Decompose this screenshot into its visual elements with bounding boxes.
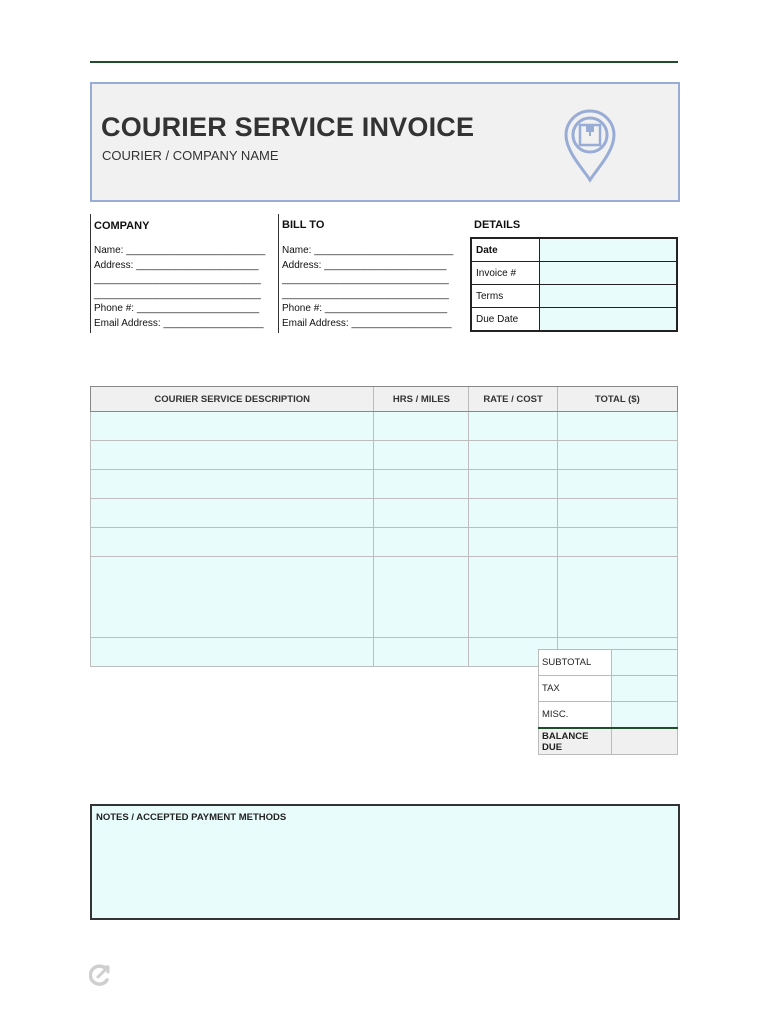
details-label: Due Date bbox=[471, 308, 540, 332]
subtotal-field[interactable] bbox=[611, 650, 677, 676]
hrs-miles-cell[interactable] bbox=[374, 499, 469, 528]
terms-field[interactable] bbox=[540, 285, 677, 308]
total-cell[interactable] bbox=[557, 470, 677, 499]
top-rule bbox=[90, 61, 678, 63]
map-pin-package-icon bbox=[562, 106, 618, 189]
totals-table bbox=[538, 649, 678, 755]
table-row bbox=[91, 528, 678, 557]
misc-field[interactable] bbox=[611, 702, 677, 729]
bill-to-address-line[interactable]: Address: ______________________ bbox=[282, 259, 447, 271]
company-heading: COMPANY bbox=[94, 220, 150, 232]
items-header-row bbox=[91, 387, 678, 412]
company-address-line[interactable]: Address: ______________________ bbox=[94, 259, 259, 271]
total-cell[interactable] bbox=[557, 557, 677, 638]
table-row bbox=[91, 412, 678, 441]
due-date-field[interactable] bbox=[540, 308, 677, 332]
hrs-miles-cell[interactable] bbox=[374, 441, 469, 470]
invoice-header bbox=[90, 82, 680, 202]
date-field[interactable] bbox=[540, 238, 677, 262]
bill-to-address-line-2[interactable]: ______________________________ bbox=[282, 274, 449, 285]
details-label: Terms bbox=[471, 285, 540, 308]
description-cell[interactable] bbox=[91, 528, 374, 557]
rate-cost-cell[interactable] bbox=[469, 470, 557, 499]
bill-to-heading: BILL TO bbox=[282, 219, 325, 231]
company-block bbox=[94, 244, 265, 331]
details-heading: DETAILS bbox=[474, 219, 521, 231]
total-cell[interactable] bbox=[557, 441, 677, 470]
rate-cost-cell[interactable] bbox=[469, 441, 557, 470]
details-row-invoice bbox=[471, 262, 677, 285]
notes-label: NOTES / ACCEPTED PAYMENT METHODS bbox=[96, 812, 287, 823]
rate-cost-cell[interactable] bbox=[469, 499, 557, 528]
details-label: Invoice # bbox=[471, 262, 540, 285]
company-phone-line[interactable]: Phone #: ______________________ bbox=[94, 303, 260, 314]
table-row bbox=[91, 499, 678, 528]
table-row bbox=[91, 441, 678, 470]
balance-due-row bbox=[539, 728, 678, 755]
rate-cost-cell[interactable] bbox=[469, 412, 557, 441]
description-cell[interactable] bbox=[91, 441, 374, 470]
rate-cost-cell[interactable] bbox=[469, 528, 557, 557]
details-row-due-date bbox=[471, 308, 677, 332]
total-cell[interactable] bbox=[557, 528, 677, 557]
company-name: COURIER / COMPANY NAME bbox=[102, 148, 279, 163]
description-cell[interactable] bbox=[91, 499, 374, 528]
invoice-title: COURIER SERVICE INVOICE bbox=[101, 112, 475, 142]
balance-due-label: BALANCE DUE bbox=[539, 728, 612, 755]
tax-row bbox=[539, 676, 678, 702]
misc-label: MISC. bbox=[539, 702, 612, 729]
bill-to-name-line[interactable]: Name: _________________________ bbox=[282, 245, 454, 256]
subtotal-row bbox=[539, 650, 678, 676]
subtotal-label: SUBTOTAL bbox=[539, 650, 612, 676]
hrs-miles-cell[interactable] bbox=[374, 638, 469, 667]
company-email-line[interactable]: Email Address: __________________ bbox=[94, 317, 264, 329]
details-row-terms bbox=[471, 285, 677, 308]
details-table bbox=[470, 237, 678, 332]
company-name-line[interactable]: Name: _________________________ bbox=[94, 245, 266, 256]
hrs-miles-cell[interactable] bbox=[374, 528, 469, 557]
invoice-number-field[interactable] bbox=[540, 262, 677, 285]
balance-due-field[interactable] bbox=[611, 728, 677, 755]
tax-field[interactable] bbox=[611, 676, 677, 702]
company-address-line-3[interactable]: ______________________________ bbox=[94, 288, 261, 300]
bill-to-divider bbox=[278, 214, 279, 333]
company-address-line-2[interactable]: ______________________________ bbox=[94, 274, 261, 285]
hrs-miles-cell[interactable] bbox=[374, 470, 469, 499]
bill-to-email-line[interactable]: Email Address: __________________ bbox=[282, 317, 452, 329]
description-cell[interactable] bbox=[91, 557, 374, 638]
description-cell[interactable] bbox=[91, 638, 374, 667]
description-cell[interactable] bbox=[91, 470, 374, 499]
total-cell[interactable] bbox=[557, 499, 677, 528]
col-total-header: TOTAL ($) bbox=[557, 387, 677, 412]
rate-cost-cell[interactable] bbox=[469, 557, 557, 638]
bill-to-phone-line[interactable]: Phone #: ______________________ bbox=[282, 303, 448, 314]
notes-box[interactable] bbox=[90, 804, 680, 920]
col-description-header: COURIER SERVICE DESCRIPTION bbox=[91, 387, 374, 412]
total-cell[interactable] bbox=[557, 412, 677, 441]
tax-label: TAX bbox=[539, 676, 612, 702]
table-row bbox=[91, 557, 678, 638]
table-row bbox=[91, 470, 678, 499]
service-items-table bbox=[90, 386, 678, 667]
company-divider bbox=[90, 214, 91, 333]
description-cell[interactable] bbox=[91, 412, 374, 441]
details-row-date bbox=[471, 238, 677, 262]
brand-logo-icon bbox=[89, 963, 111, 992]
bill-to-address-line-3[interactable]: ______________________________ bbox=[282, 288, 449, 300]
details-label: Date bbox=[471, 238, 540, 262]
bill-to-block bbox=[282, 244, 453, 331]
col-rate-cost-header: RATE / COST bbox=[469, 387, 557, 412]
hrs-miles-cell[interactable] bbox=[374, 412, 469, 441]
misc-row bbox=[539, 702, 678, 729]
hrs-miles-cell[interactable] bbox=[374, 557, 469, 638]
col-hrs-miles-header: HRS / MILES bbox=[374, 387, 469, 412]
